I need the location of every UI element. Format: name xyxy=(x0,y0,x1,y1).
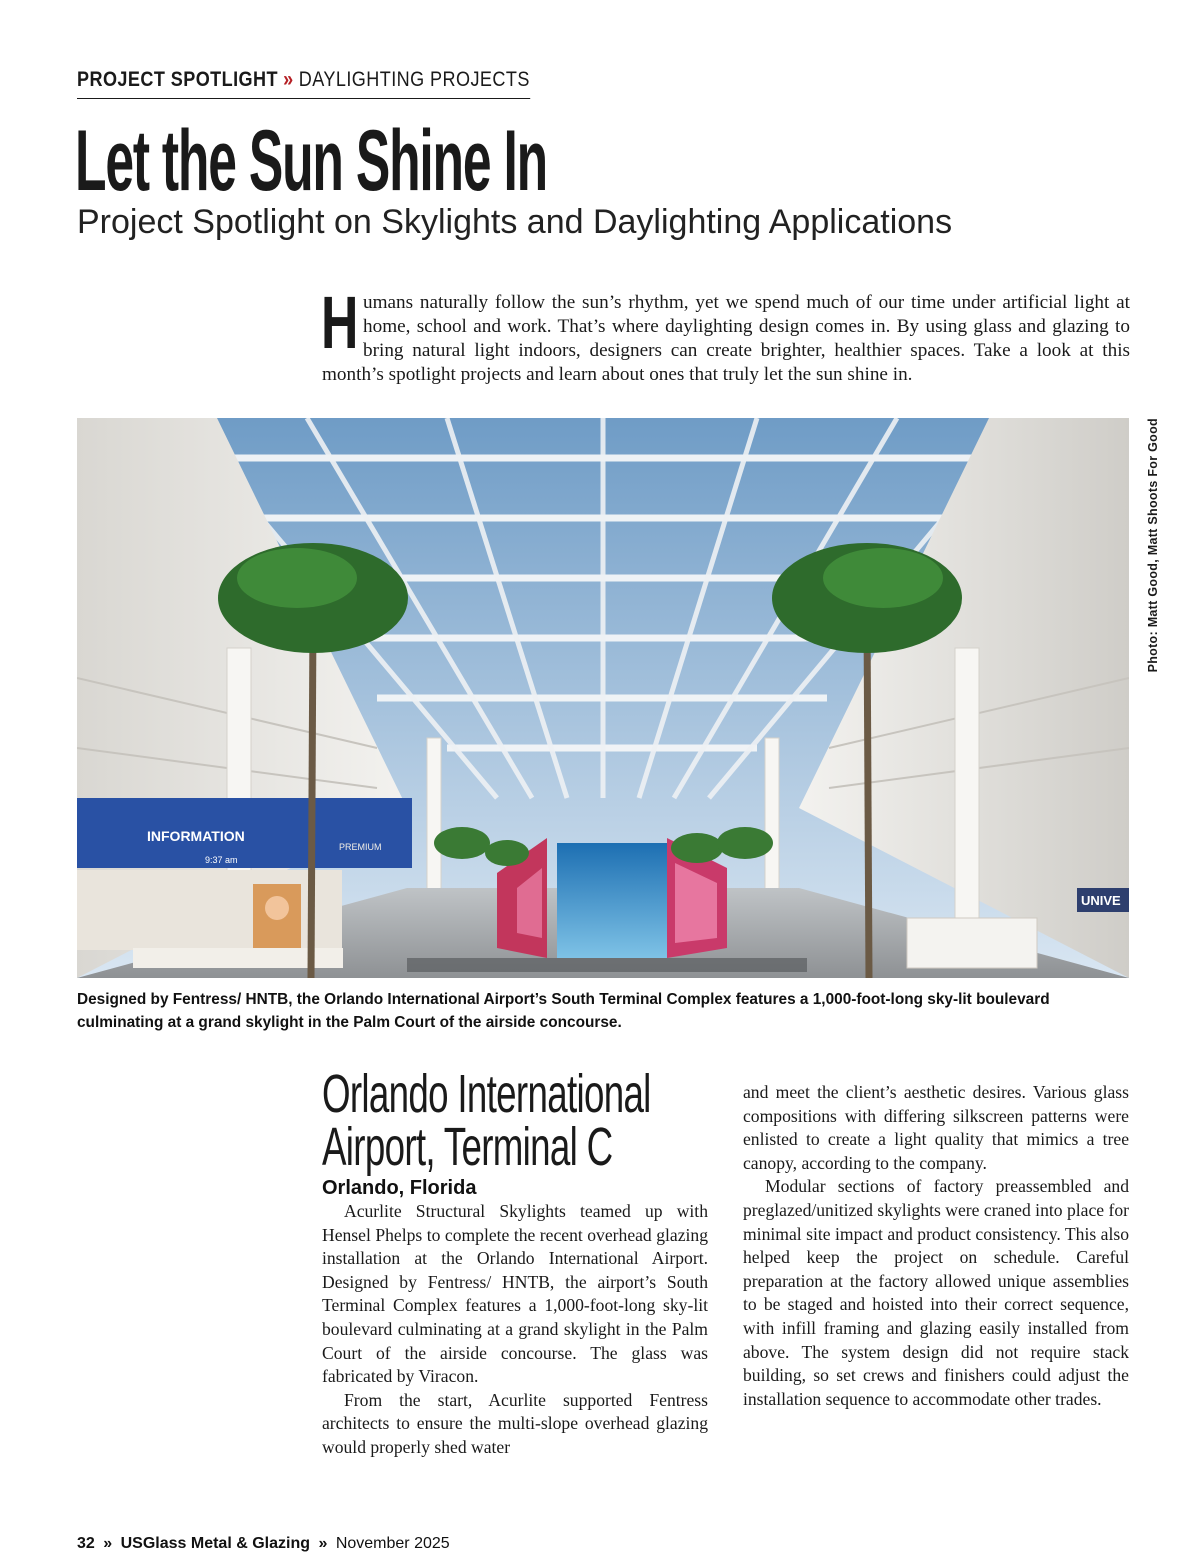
body-paragraph: and meet the client’s aesthetic desires. Various glass compositions with differing silkscreen patterns were enlisted to create a light quality that mimics a tree canopy, according to the company. xyxy=(743,1082,1129,1173)
univ-sign: UNIVE xyxy=(1081,893,1121,908)
footer-separator: » xyxy=(318,1535,328,1552)
kicker-section: PROJECT SPOTLIGHT xyxy=(77,68,278,91)
information-sign: INFORMATION xyxy=(147,828,245,844)
body-paragraph: Modular sections of factory preassembled and preglazed/unitized skylights were craned into place for minimal site impact and product consistency. This also helped keep the project on schedule. Careful preparation at the factory allowed unique assemblies to be staged and hoisted into their correct sequence, with infill framing and glazing easily installed from above. The system design did not require stack building, so set crews and finishers could adjust the installation sequence to accommodate other trades. xyxy=(743,1176,1129,1409)
kicker-topic: DAYLIGHTING PROJECTS xyxy=(298,68,530,91)
article-body-right xyxy=(743,1081,1129,1411)
section-kicker xyxy=(77,68,530,99)
photo-caption: Designed by Fentress/ HNTB, the Orlando International Airport’s South Terminal Complex features a 1,000-foot-long sky-lit boulevard culminating at a grand skylight in the Palm Court of the airside concourse. xyxy=(77,991,1050,1031)
article-column-right xyxy=(743,1081,1129,1411)
article-location: Orlando, Florida xyxy=(322,1177,477,1199)
magazine-name: USGlass Metal & Glazing xyxy=(120,1535,310,1552)
intro-paragraph xyxy=(321,281,1130,387)
body-paragraph: From the start, Acurlite supported Fentress architects to ensure the multi-slope overhead glazing would properly shed water xyxy=(322,1389,708,1457)
article-title-line1: Orlando International xyxy=(322,1064,651,1124)
footer-separator: » xyxy=(103,1535,113,1552)
airport-terminal-photo xyxy=(77,418,1129,978)
deck-subtitle: Project Spotlight on Skylights and Daylighting Applications xyxy=(77,203,953,241)
intro-text: umans naturally follow the sun’s rhythm, yet we spend much of our time under artificial light at home, school and work. That’s where daylighting design comes in. By using glass and glazing to bring natural light indoors, designers can create brighter, healthier spaces. Take a look at this month’s spotlight projects and learn about ones that truly let the sun shine in. xyxy=(322,292,1130,385)
headline: Let the Sun Shine In xyxy=(75,113,547,209)
kicker-separator: » xyxy=(283,68,294,91)
page-number: 32 xyxy=(77,1535,95,1552)
article-body-left xyxy=(322,1200,708,1460)
premium-sign: PREMIUM xyxy=(339,842,382,852)
article-column-left xyxy=(322,1064,708,1460)
sign-time: 9:37 am xyxy=(205,855,238,865)
article-title-line2: Airport, Terminal C xyxy=(322,1117,613,1177)
article-title xyxy=(322,1064,744,1177)
body-paragraph: Acurlite Structural Skylights teamed up with Hensel Phelps to complete the recent overhead glazing installation at the Orlando International Airport. Designed by Fentress/ HNTB, the airport’s South Terminal Complex features a 1,000-foot-long sky-lit boulevard culminating at a grand skylight in the Palm Court of the airside concourse. The glass was fabricated by Viracon. xyxy=(322,1201,708,1387)
drop-cap: H xyxy=(321,281,359,364)
photo-credit-text: Photo: Matt Good, Matt Shoots For Good xyxy=(1146,418,1160,673)
issue-date: November 2025 xyxy=(335,1535,450,1552)
page-footer xyxy=(77,1535,450,1553)
photo-credit xyxy=(1130,418,1160,718)
